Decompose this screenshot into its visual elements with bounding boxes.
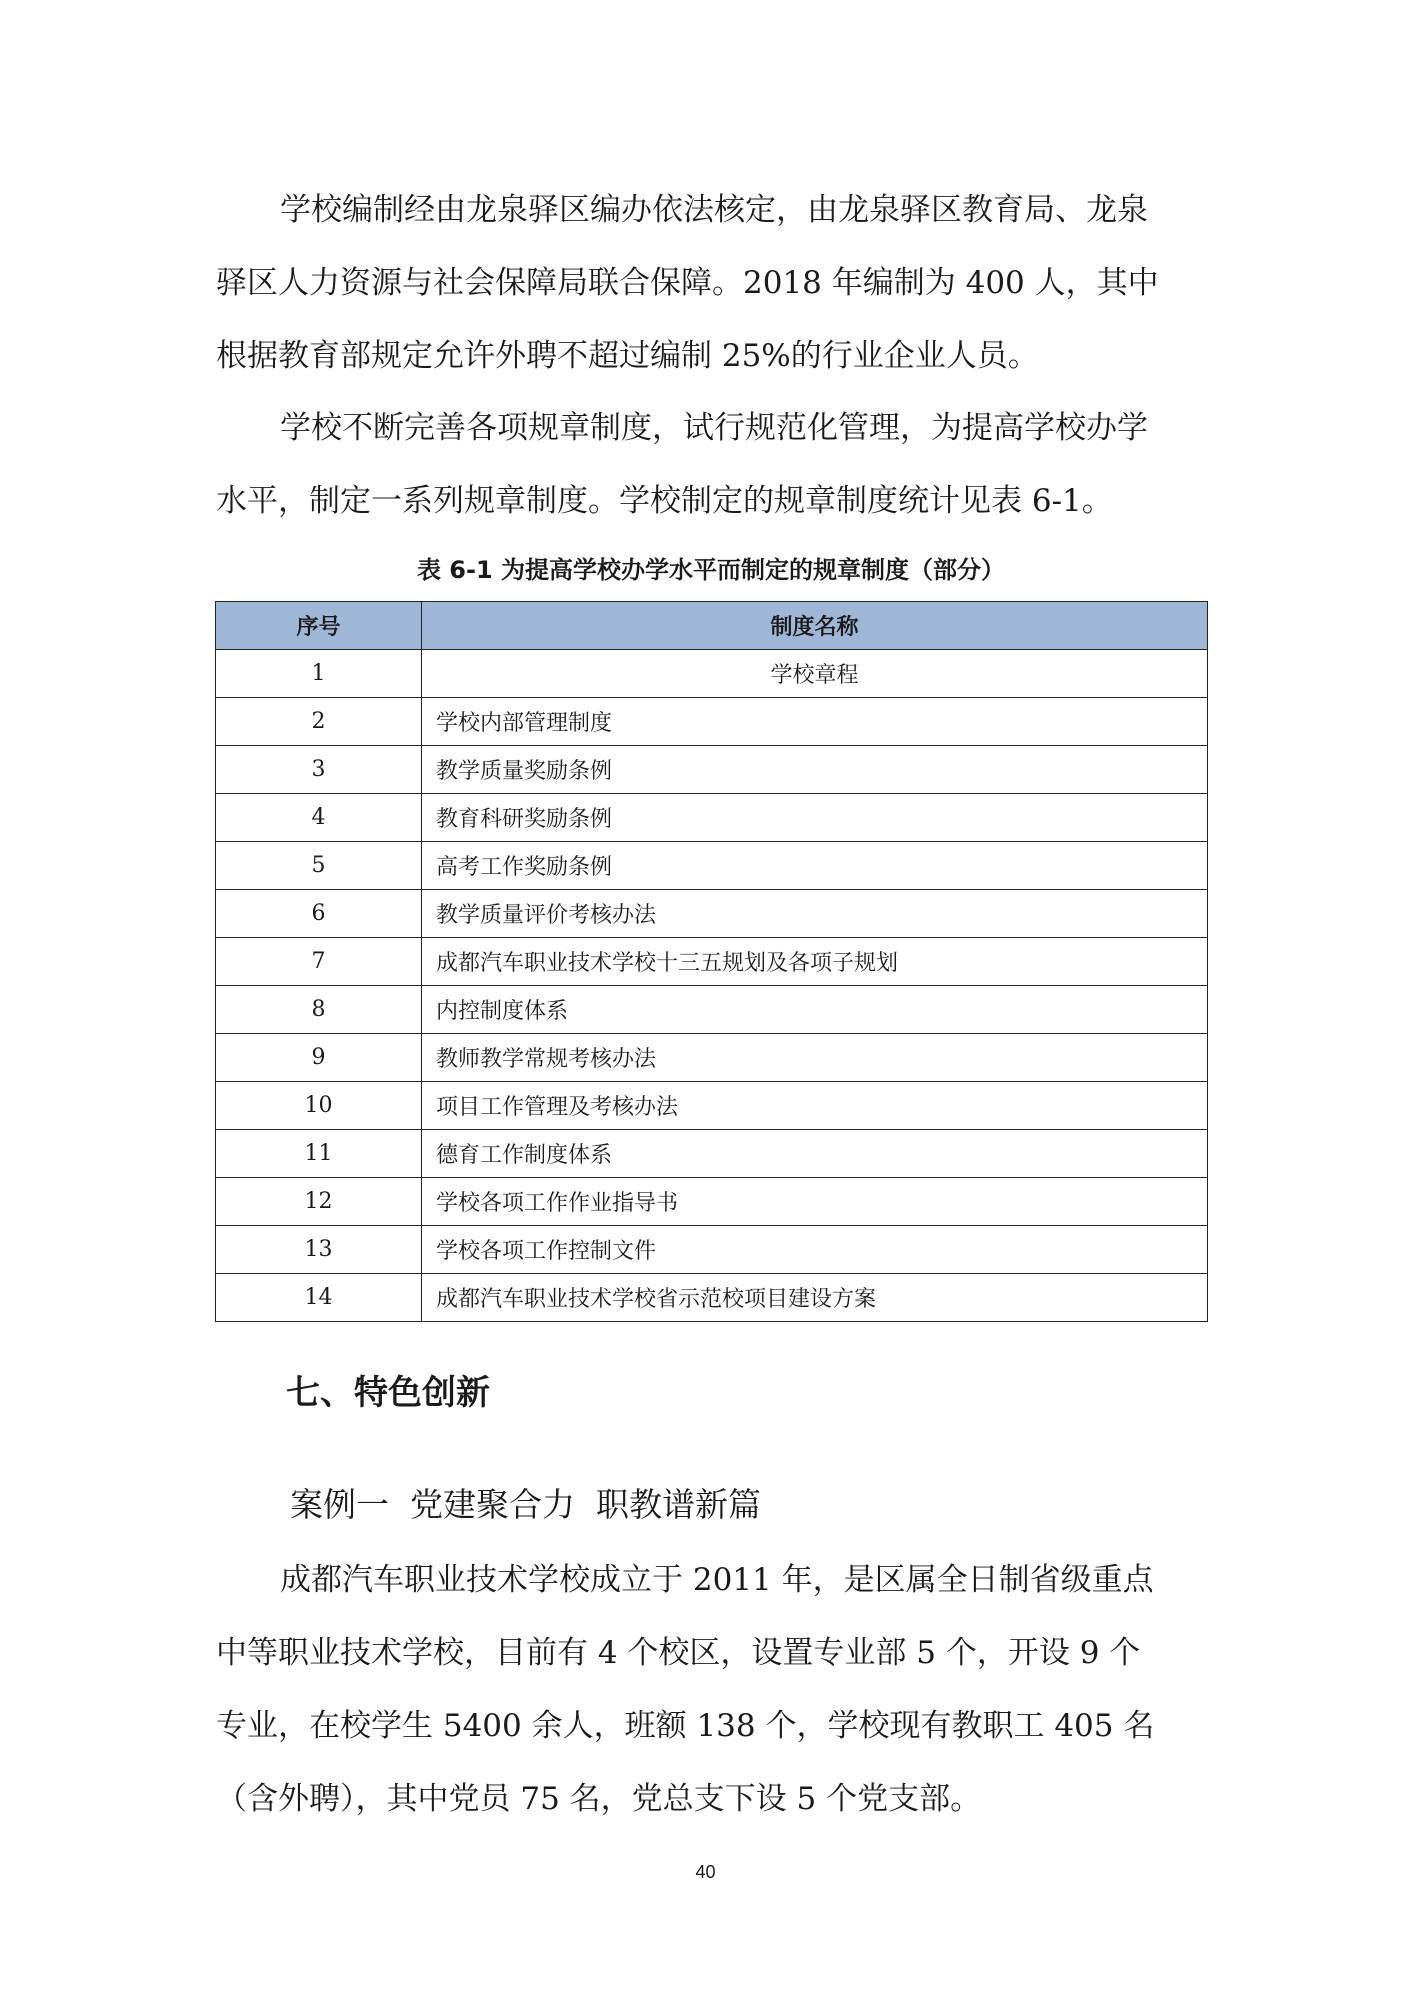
row-regulation-name: 教育科研奖励条例 [422, 794, 1208, 842]
row-number: 3 [216, 746, 422, 794]
row-regulation-name: 德育工作制度体系 [422, 1130, 1208, 1178]
table-row [216, 650, 1208, 698]
paragraph-line: 学校编制经由龙泉驿区编办依法核定，由龙泉驿区教育局、龙泉 [280, 192, 1148, 228]
page-number: 40 [695, 1862, 716, 1882]
table-row [216, 1274, 1208, 1322]
row-regulation-name: 学校各项工作控制文件 [422, 1226, 1208, 1274]
row-regulation-name: 项目工作管理及考核办法 [422, 1082, 1208, 1130]
row-regulation-name: 教学质量奖励条例 [422, 746, 1208, 794]
table-row [216, 938, 1208, 986]
row-number: 2 [216, 698, 422, 746]
table-row [216, 1082, 1208, 1130]
table-row [216, 890, 1208, 938]
paragraph-line: 驿区人力资源与社会保障局联合保障。2018 年编制为 400 人，其中 [216, 265, 1159, 301]
row-number: 8 [216, 986, 422, 1034]
row-number: 5 [216, 842, 422, 890]
row-number: 13 [216, 1226, 422, 1274]
row-regulation-name: 教师教学常规考核办法 [422, 1034, 1208, 1082]
paragraph-line: 中等职业技术学校，目前有 4 个校区，设置专业部 5 个，开设 9 个 [216, 1635, 1141, 1671]
paragraph-line: 根据教育部规定允许外聘不超过编制 25%的行业企业人员。 [216, 338, 1039, 374]
row-regulation-name: 成都汽车职业技术学校十三五规划及各项子规划 [422, 938, 1208, 986]
table-row [216, 698, 1208, 746]
paragraph-line: 专业，在校学生 5400 余人，班额 138 个，学校现有教职工 405 名 [216, 1708, 1155, 1744]
table-row [216, 746, 1208, 794]
row-regulation-name: 学校章程 [422, 650, 1208, 698]
row-number: 7 [216, 938, 422, 986]
header-regulation-name: 制度名称 [422, 602, 1208, 650]
row-number: 4 [216, 794, 422, 842]
row-number: 12 [216, 1178, 422, 1226]
row-regulation-name: 教学质量评价考核办法 [422, 890, 1208, 938]
table-row [216, 1034, 1208, 1082]
row-number: 9 [216, 1034, 422, 1082]
table-row [216, 842, 1208, 890]
section-heading: 七、特色创新 [286, 1373, 490, 1413]
row-number: 1 [216, 650, 422, 698]
paragraph-staffing [216, 174, 1206, 393]
case-title: 案例一 党建聚合力 职教谱新篇 [290, 1485, 761, 1524]
table-row [216, 1226, 1208, 1274]
row-number: 6 [216, 890, 422, 938]
row-regulation-name: 内控制度体系 [422, 986, 1208, 1034]
table-row [216, 986, 1208, 1034]
row-number: 10 [216, 1082, 422, 1130]
row-number: 14 [216, 1274, 422, 1322]
table-caption: 表 6-1 为提高学校办学水平而制定的规章制度（部分） [416, 556, 1006, 584]
row-number: 11 [216, 1130, 422, 1178]
paragraph-regulations [216, 392, 1206, 538]
paragraph-line: 水平，制定一系列规章制度。学校制定的规章制度统计见表 6-1。 [216, 483, 1113, 519]
table-row [216, 1178, 1208, 1226]
row-regulation-name: 学校各项工作作业指导书 [422, 1178, 1208, 1226]
paragraph-school-intro [216, 1544, 1206, 1836]
row-regulation-name: 成都汽车职业技术学校省示范校项目建设方案 [422, 1274, 1208, 1322]
paragraph-line: 成都汽车职业技术学校成立于 2011 年，是区属全日制省级重点 [280, 1562, 1154, 1598]
regulations-table [215, 601, 1208, 1322]
table-row [216, 794, 1208, 842]
row-regulation-name: 学校内部管理制度 [422, 698, 1208, 746]
table-row [216, 1130, 1208, 1178]
table-header-row [216, 602, 1208, 650]
paragraph-line: （含外聘），其中党员 75 名，党总支下设 5 个党支部。 [216, 1781, 982, 1817]
header-serial-number: 序号 [216, 602, 422, 650]
row-regulation-name: 高考工作奖励条例 [422, 842, 1208, 890]
paragraph-line: 学校不断完善各项规章制度，试行规范化管理，为提高学校办学 [280, 410, 1148, 446]
